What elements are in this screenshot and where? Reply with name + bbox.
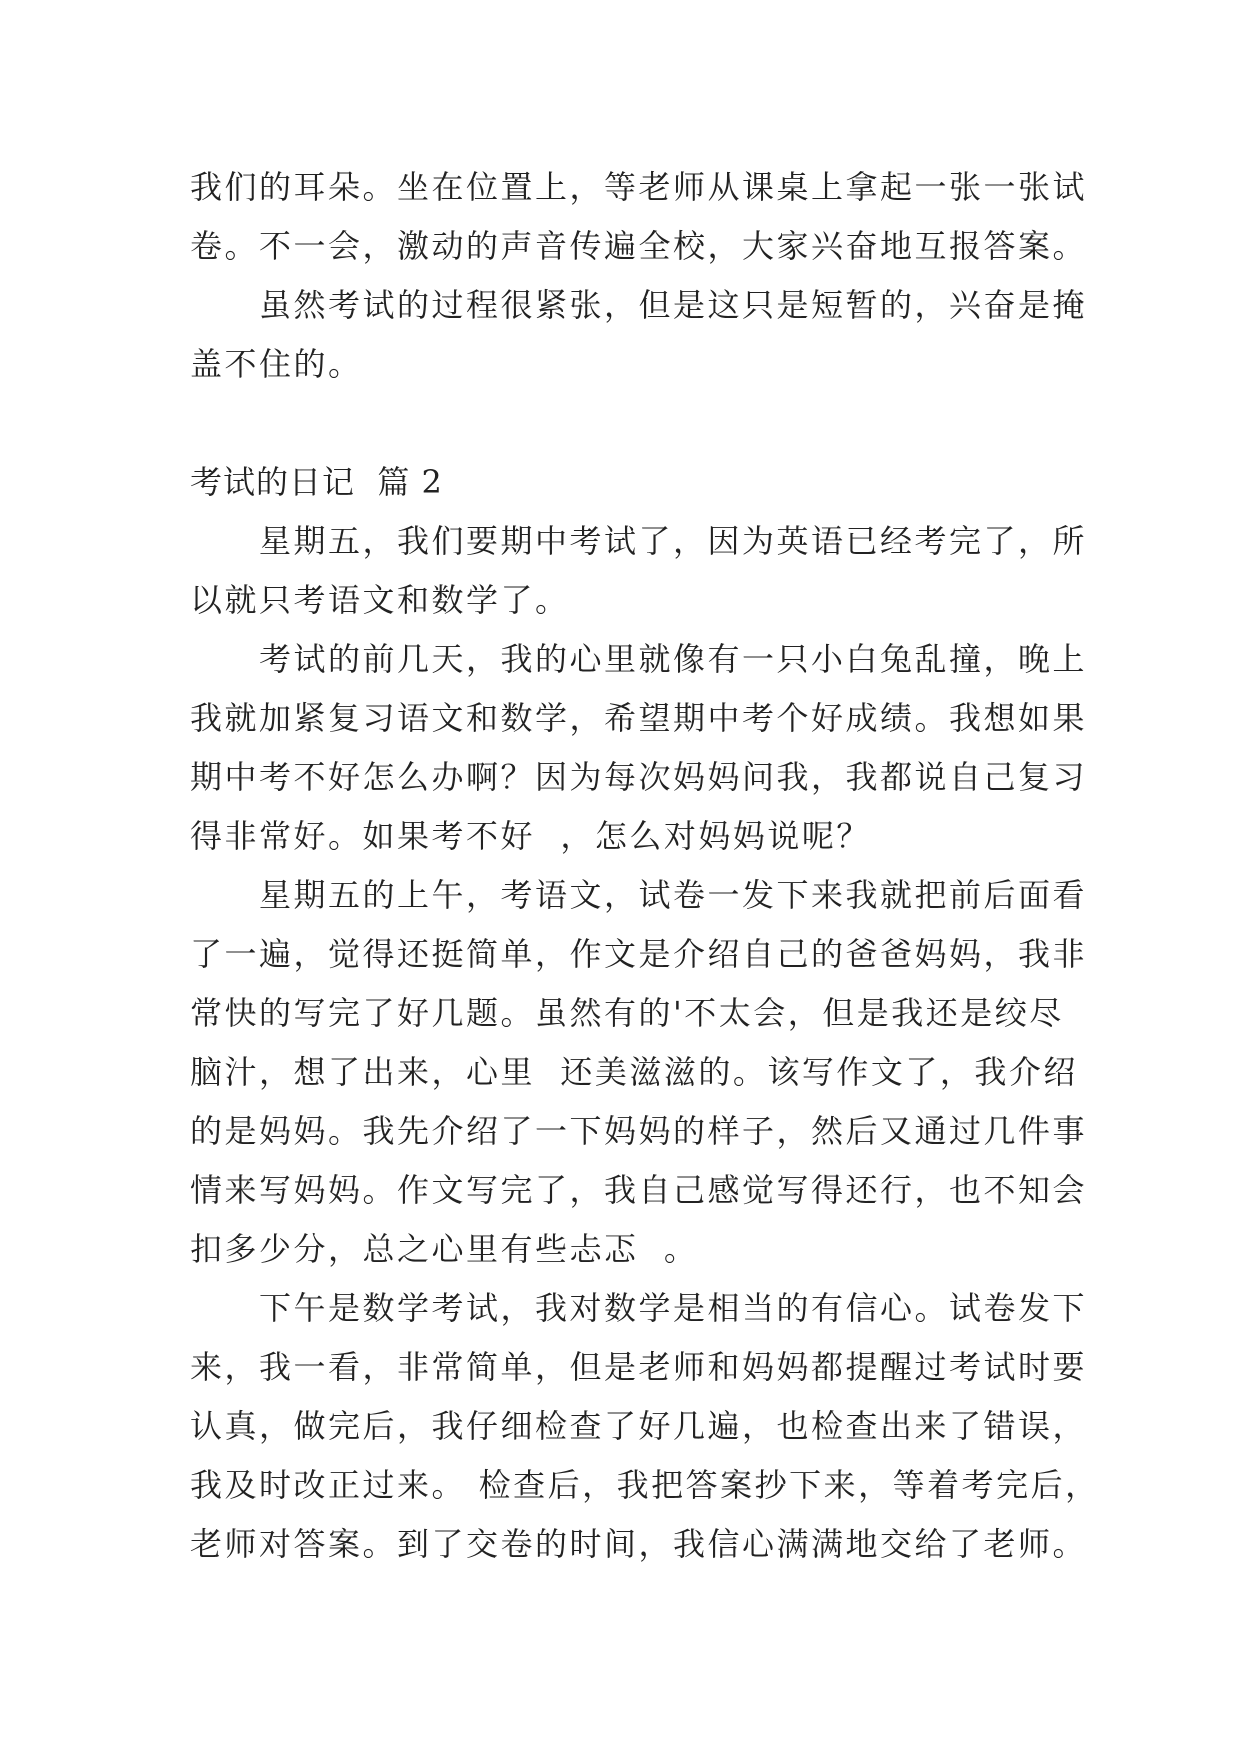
- text-line: 我们的耳朵。坐在位置上，等老师从课桌上拿起一张一张试: [190, 168, 1088, 206]
- text-line: 认真，做完后，我仔细检查了好几遍，也检查出来了错误，: [190, 1407, 1088, 1445]
- text-line: 情来写妈妈。作文写完了，我自己感觉写得还行，也不知会: [190, 1171, 1088, 1209]
- section-heading: 考试的日记 篇 2: [190, 463, 443, 501]
- section-gap: [190, 394, 1090, 453]
- text-line: 扣多少分，总之心里有些忐忑 。: [190, 1230, 699, 1268]
- text-line: 脑汁，想了出来，心里 还美滋滋的。该写作文了，我介绍: [190, 1053, 1078, 1091]
- text-line: 期中考不好怎么办啊？因为每次妈妈问我，我都说自己复习: [190, 758, 1088, 796]
- text-line: 盖不住的。: [190, 345, 363, 383]
- text-line: 的是妈妈。我先介绍了一下妈妈的样子，然后又通过几件事: [190, 1112, 1088, 1150]
- text-line: 以就只考语文和数学了。: [190, 581, 570, 619]
- text-line: 星期五的上午，考语文，试卷一发下来我就把前后面看: [190, 876, 1088, 914]
- text-line: 得非常好。如果考不好 ，怎么对妈妈说呢？: [190, 817, 871, 855]
- text-line: 卷。不一会，激动的声音传遍全校，大家兴奋地互报答案。: [190, 227, 1088, 265]
- text-line: 考试的前几天，我的心里就像有一只小白兔乱撞，晚上: [190, 640, 1088, 678]
- text-line: 星期五，我们要期中考试了，因为英语已经考完了，所: [190, 522, 1088, 560]
- text-line: 老师对答案。到了交卷的时间，我信心满满地交给了老师。: [190, 1525, 1088, 1563]
- document-body: [190, 158, 1100, 1574]
- text-line: 常快的写完了好几题。虽然有的'不太会，但是我还是绞尽: [190, 994, 1064, 1032]
- text-line: 了一遍，觉得还挺简单，作文是介绍自己的爸爸妈妈，我非: [190, 935, 1088, 973]
- text-line: 我就加紧复习语文和数学，希望期中考个好成绩。我想如果: [190, 699, 1088, 737]
- text-line: 下午是数学考试，我对数学是相当的有信心。试卷发下: [190, 1289, 1088, 1327]
- text-line: 来，我一看，非常简单，但是老师和妈妈都提醒过考试时要: [190, 1348, 1088, 1386]
- text-line: 虽然考试的过程很紧张，但是这只是短暂的，兴奋是掩: [190, 286, 1088, 324]
- text-line: 我及时改正过来。 检查后，我把答案抄下来，等着考完后，: [190, 1466, 1100, 1504]
